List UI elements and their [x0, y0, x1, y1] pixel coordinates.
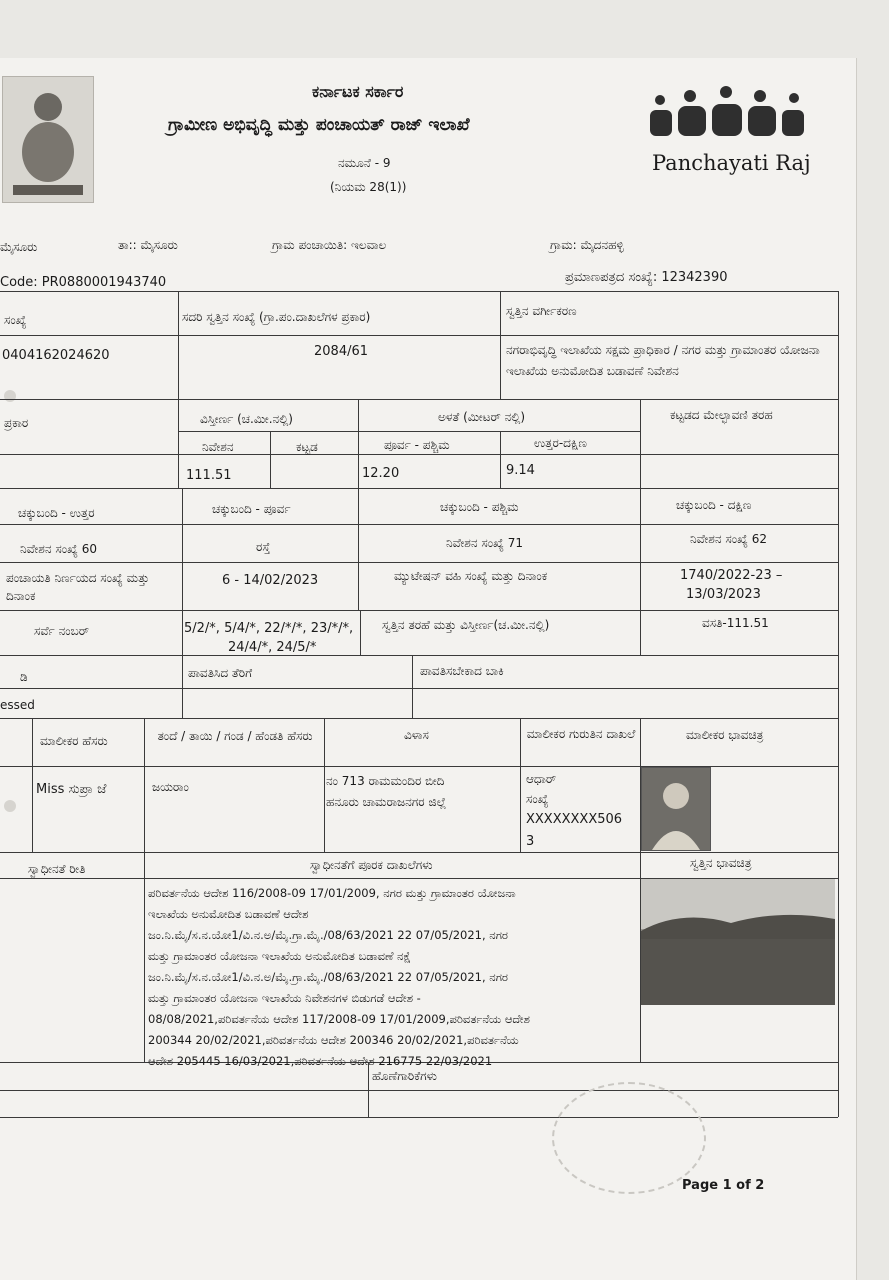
site-area-value: 111.51 — [186, 468, 232, 483]
owner-name-value: Miss ಸುಪ್ರಾ ಜೆ — [36, 782, 107, 797]
resolution-header: ಪಂಚಾಯತಿ ನಿರ್ಣಯದ ಸಂಖ್ಯೆ ಮತ್ತು ದಿನಾಂಕ — [6, 571, 150, 603]
tax-left-header: ಡಿ — [20, 670, 28, 684]
survey-number-line2: 24/4/*, 24/5/* — [228, 640, 317, 655]
taluk-label: ತಾ:: ಮೈಸೂರು — [118, 238, 178, 252]
panchayati-raj-logo-icon — [648, 86, 808, 142]
document-line: ಜಂ.ನಿ.ಮೈ/ಸ.ನ.ಯೋ1/ವಿ.ನ.ಅ/ಮೈ.ಗ್ರಾ.ಮೈ./08/63/2021 22 07/05/2021, ನಗರ — [148, 928, 508, 942]
boundary-south-header: ಚಕ್ಕುಬಂದಿ - ದಕ್ಷಿಣ — [676, 498, 752, 512]
form-number: ನಮೂನೆ - 9 — [338, 156, 391, 170]
mutation-header: ಮ್ಯುಟೇಷನ್ ವಹಿ ಸಂಖ್ಯೆ ಮತ್ತು ದಿನಾಂಕ — [394, 569, 548, 583]
property-code: Code: PR0880001943740 — [0, 275, 167, 290]
document-line: ಮತ್ತು ಗ್ರಾಮಾಂತರ ಯೋಜನಾ ಇಲಾಖೆಯ ನಿವೇಶನಗಳ ಬಿಡುಗಡೆ ಆದೇಶ - — [148, 991, 421, 1005]
property-photo — [641, 879, 835, 1005]
roof-type-header: ಕಟ್ಟಡದ ಮೇಲ್ಛಾವಣಿ ತರಹ — [670, 408, 773, 422]
type-header: ಪ್ರಕಾರ — [4, 416, 29, 430]
government-title: ಕರ್ನಾಟಕ ಸರ್ಕಾರ — [312, 82, 404, 101]
north-south-subheader: ಉತ್ತರ-ದಕ್ಷಿಣ — [534, 436, 587, 450]
certificate-number: ಪ್ರಮಾಣಪತ್ರದ ಸಂಖ್ಯೆ: 12342390 — [565, 270, 728, 285]
mutation-value-line2: 13/03/2023 — [686, 587, 761, 602]
property-type-area-value: ವಸತಿ-111.51 — [702, 616, 769, 630]
owner-id-number: XXXXXXXX506 — [526, 812, 623, 827]
owner-id-number-end: 3 — [526, 834, 535, 849]
owner-photo — [641, 767, 711, 851]
north-south-value: 9.14 — [506, 463, 535, 478]
row1-header-number: ಸಂಖ್ಯೆ — [4, 313, 27, 327]
tax-left-value: essed — [0, 698, 35, 712]
department-title: ಗ್ರಾಮೀಣ ಅಭಿವೃದ್ಧಿ ಮತ್ತು ಪಂಚಾಯತ್ ರಾಜ್ ಇಲಾಖೆ — [168, 115, 470, 135]
owner-name-header: ಮಾಲೀಕರ ಹೆಸರು — [40, 734, 108, 748]
owner-address-line2: ಹನೂರು ಚಾಮರಾಜನಗರ ಜಿಲ್ಲೆ — [326, 795, 447, 809]
document-line: 200344 20/02/2021,ಪರಿವರ್ತನೆಯ ಆದೇಶ 200346 20/02/2021,ಪರಿವರ್ತನೆಯ — [148, 1033, 519, 1047]
page-number: Page 1 of 2 — [682, 1178, 765, 1193]
punch-hole — [4, 800, 16, 812]
document-line: ಮತ್ತು ಗ್ರಾಮಾಂತರ ಯೋಜನಾ ಇಲಾಖೆಯ ಅನುಮೋದಿತ ಬಡಾವಣೆ ನಕ್ಷೆ — [148, 949, 411, 963]
property-photo-header: ಸ್ವತ್ತಿನ ಭಾವಚಿತ್ರ — [690, 856, 752, 870]
boundary-west-value: ನಿವೇಶನ ಸಂಖ್ಯೆ 71 — [446, 536, 524, 550]
gram-panchayat-label: ಗ್ರಾಮ ಪಂಚಾಯಿತಿ: ಇಲವಾಲ — [272, 238, 387, 252]
punch-hole — [4, 390, 16, 402]
document-line: ಆದೇಶ 205445 16/03/2021,ಪರಿವರ್ತನೆಯ ಆದೇಶ 216775 22/03/2021 — [148, 1054, 493, 1068]
owner-id-line2: ಸಂಖ್ಯೆ — [526, 792, 549, 806]
tax-paid-header: ಪಾವತಿಸಿದ ತೆರಿಗೆ — [188, 666, 253, 680]
east-west-subheader: ಪೂರ್ವ - ಪಶ್ಚಿಮ — [384, 438, 450, 452]
document-line: ಇಲಾಖೆಯ ಅನುಮೋದಿತ ಬಡಾವಣೆ ಆದೇಶ — [148, 907, 309, 921]
building-subheader: ಕಟ್ಟಡ — [296, 440, 318, 454]
boundary-north-value: ನಿವೇಶನ ಸಂಖ್ಯೆ 60 — [20, 542, 98, 556]
village-label: ಗ್ರಾಮ: ಮೈದನಹಳ್ಳಿ — [550, 238, 624, 252]
boundary-south-value: ನಿವೇಶನ ಸಂಖ್ಯೆ 62 — [690, 532, 768, 546]
boundary-north-header: ಚಕ್ಕುಬಂದಿ - ಉತ್ತರ — [18, 506, 95, 520]
site-subheader: ನಿವೇಶನ — [202, 440, 234, 454]
owner-id-header: ಮಾಲೀಕರ ಗುರುತಿನ ದಾಖಲೆ — [526, 727, 636, 741]
property-id-value: 0404162024620 — [2, 348, 110, 363]
owner-id-line1: ಆಧಾರ್ — [526, 772, 557, 786]
resolution-value: 6 - 14/02/2023 — [222, 573, 319, 588]
boundary-east-header: ಚಕ್ಕುಬಂದಿ - ಪೂರ್ವ — [212, 502, 291, 516]
mutation-value-line1: 1740/2022-23 – — [680, 568, 783, 583]
owner-address-line1: ನಂ 713 ರಾಮಮಂದಿರ ಬೀದಿ — [326, 774, 445, 788]
survey-number-header: ಸರ್ವೆ ನಂಬರ್ — [34, 624, 89, 638]
panchayati-raj-logo-text: Panchayati Raj — [652, 151, 811, 175]
row1-header-property-number: ಸದರಿ ಸ್ವತ್ತಿನ ಸಂಖ್ಯೆ (ಗ್ರಾ.ಪಂ.ದಾಖಲೆಗಳ ಪ್ರಕಾರ) — [182, 310, 371, 324]
karnataka-emblem — [2, 76, 94, 203]
boundary-east-value: ರಸ್ತೆ — [256, 540, 271, 554]
property-type-area-header: ಸ್ವತ್ತಿನ ತರಹೆ ಮತ್ತು ವಿಸ್ತೀರ್ಣ(ಚ.ಮೀ.ನಲ್ಲಿ) — [382, 618, 550, 632]
owner-relation-value: ಜಯರಾಂ — [152, 780, 189, 794]
classification-value: ನಗರಾಭಿವೃದ್ಧಿ ಇಲಾಖೆಯ ಸಕ್ಷಮ ಪ್ರಾಧಿಕಾರ / ನಗರ ಮತ್ತು ಗ್ರಾಮಾಂತರ ಯೋಜನಾ ಇಲಾಖೆಯ ಅನುಮೋದಿತ ಬಡಾವಣೆ ನಿವೇಶನ — [506, 343, 820, 378]
east-west-value: 12.20 — [362, 466, 400, 481]
measurement-header: ಅಳತೆ (ಮೀಟರ್ ನಲ್ಲಿ) — [438, 410, 526, 424]
district-label: ಮೈಸೂರು — [0, 240, 38, 254]
liabilities-header: ಹೊಣೆಗಾರಿಕೆಗಳು — [372, 1069, 437, 1083]
document-line: ಜಂ.ನಿ.ಮೈ/ಸ.ನ.ಯೋ1/ವಿ.ನ.ಅ/ಮೈ.ಗ್ರಾ.ಮೈ./08/63/2021 22 07/05/2021, ನಗರ — [148, 970, 508, 984]
owner-relation-header: ತಂದೆ / ತಾಯಿ / ಗಂಡ / ಹೆಂಡತಿ ಹೆಸರು — [157, 729, 313, 743]
document-line: ಪರಿವರ್ತನೆಯ ಆದೇಶ 116/2008-09 17/01/2009, ನಗರ ಮತ್ತು ಗ್ರಾಮಾಂತರ ಯೋಜನಾ — [148, 886, 516, 900]
property-number-value: 2084/61 — [314, 344, 369, 359]
row1-header-classification: ಸ್ವತ್ತಿನ ವರ್ಗೀಕರಣ — [506, 304, 577, 318]
owner-photo-header: ಮಾಲೀಕರ ಭಾವಚಿತ್ರ — [686, 728, 764, 742]
boundary-west-header: ಚಕ್ಕುಬಂದಿ - ಪಶ್ಚಿಮ — [440, 500, 519, 514]
area-header: ವಿಸ್ತೀರ್ಣ (ಚ.ಮೀ.ನಲ್ಲಿ) — [200, 412, 293, 426]
possession-header: ಸ್ವಾಧೀನತೆ ರೀತಿ — [28, 862, 86, 876]
rule-number: (ನಿಯಮ 28(1)) — [330, 180, 407, 194]
owner-address-header: ವಿಳಾಸ — [404, 728, 429, 742]
tax-due-header: ಪಾವತಿಸಬೇಕಾದ ಬಾಕಿ — [420, 664, 504, 678]
survey-number-line1: 5/2/*, 5/4/*, 22/*/*, 23/*/*, — [184, 621, 354, 636]
document-line: 08/08/2021,ಪರಿವರ್ತನೆಯ ಆದೇಶ 117/2008-09 17/01/2009,ಪರಿವರ್ತನೆಯ ಆದೇಶ — [148, 1012, 530, 1026]
supporting-documents-header: ಸ್ವಾಧೀನತೆಗೆ ಪೂರಕ ದಾಖಲೆಗಳು — [310, 858, 433, 872]
